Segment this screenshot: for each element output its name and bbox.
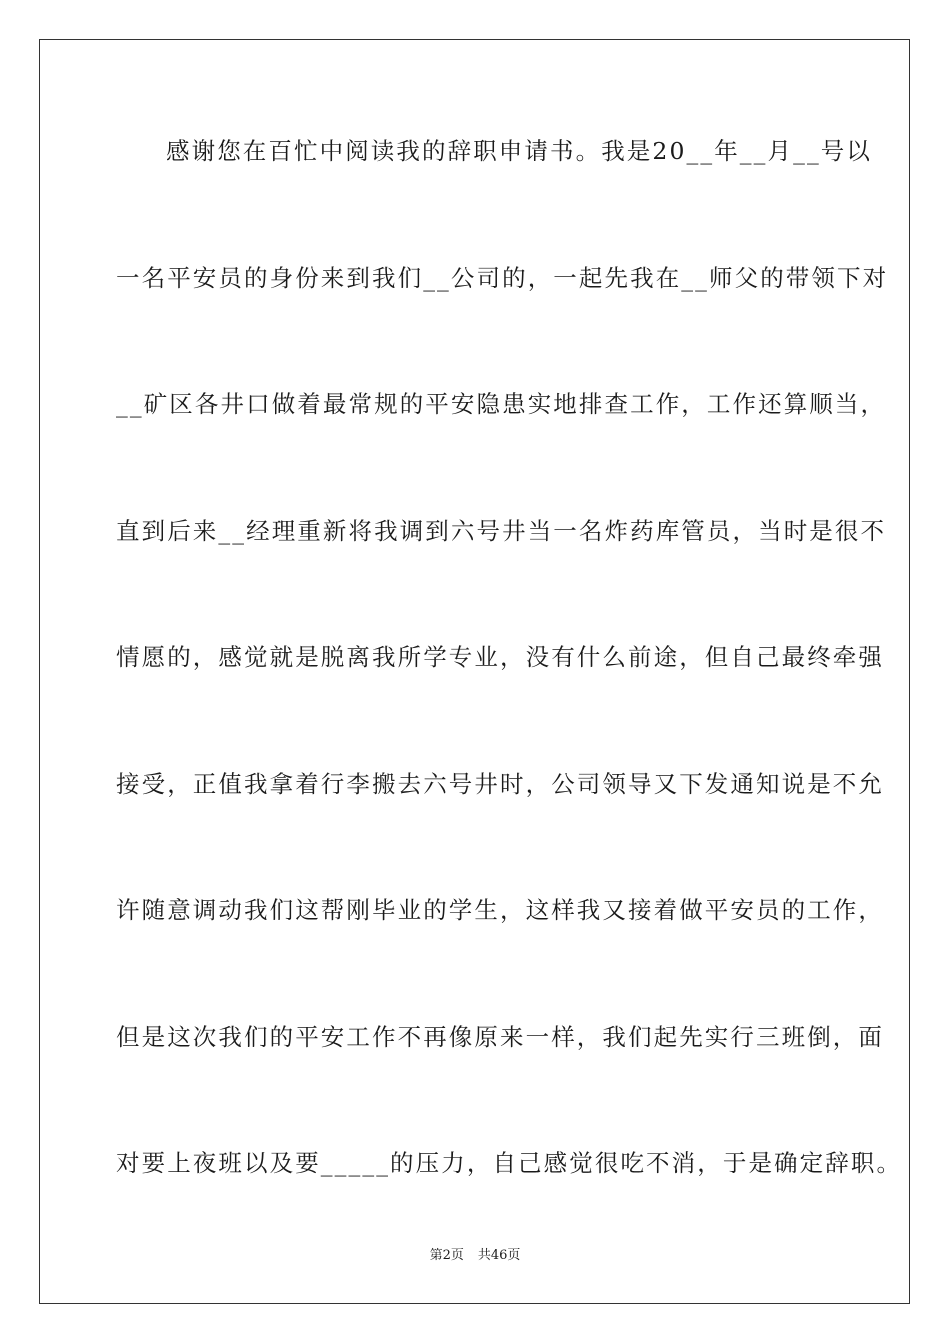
paragraph-line-8: 但是这次我们的平安工作不再像原来一样，我们起先实行三班倒，面 xyxy=(116,1022,884,1051)
page-number: 第2页 xyxy=(429,1248,464,1263)
paragraph-line-9: 对要上夜班以及要_____的压力，自己感觉很吃不消，于是确定辞职。 xyxy=(116,1149,903,1177)
paragraph-line-6: 接受，正值我拿着行李搬去六号井时，公司领导又下发通知说是不允 xyxy=(116,769,884,798)
page-footer xyxy=(0,1246,950,1266)
paragraph-line-5: 情愿的，感觉就是脱离我所学专业，没有什么前途，但自己最终牵强 xyxy=(116,643,884,671)
paragraph-line-2: 一名平安员的身份来到我们__公司的，一起先我在__师父的带领下对 xyxy=(116,263,889,292)
paragraph-line-1: 感谢您在百忙中阅读我的辞职申请书。我是20__年__月__号以 xyxy=(166,137,873,165)
paragraph-line-3: __矿区各井口做着最常规的平安隐患实地排查工作，工作还算顺当， xyxy=(116,390,887,418)
total-pages: 共46页 xyxy=(477,1248,521,1263)
paragraph-line-4: 直到后来__经理重新将我调到六号井当一名炸药库管员，当时是很不 xyxy=(116,516,887,545)
document-body xyxy=(116,128,903,1267)
paragraph-line-7: 许随意调动我们这帮刚毕业的学生，这样我又接着做平安员的工作， xyxy=(116,896,884,924)
